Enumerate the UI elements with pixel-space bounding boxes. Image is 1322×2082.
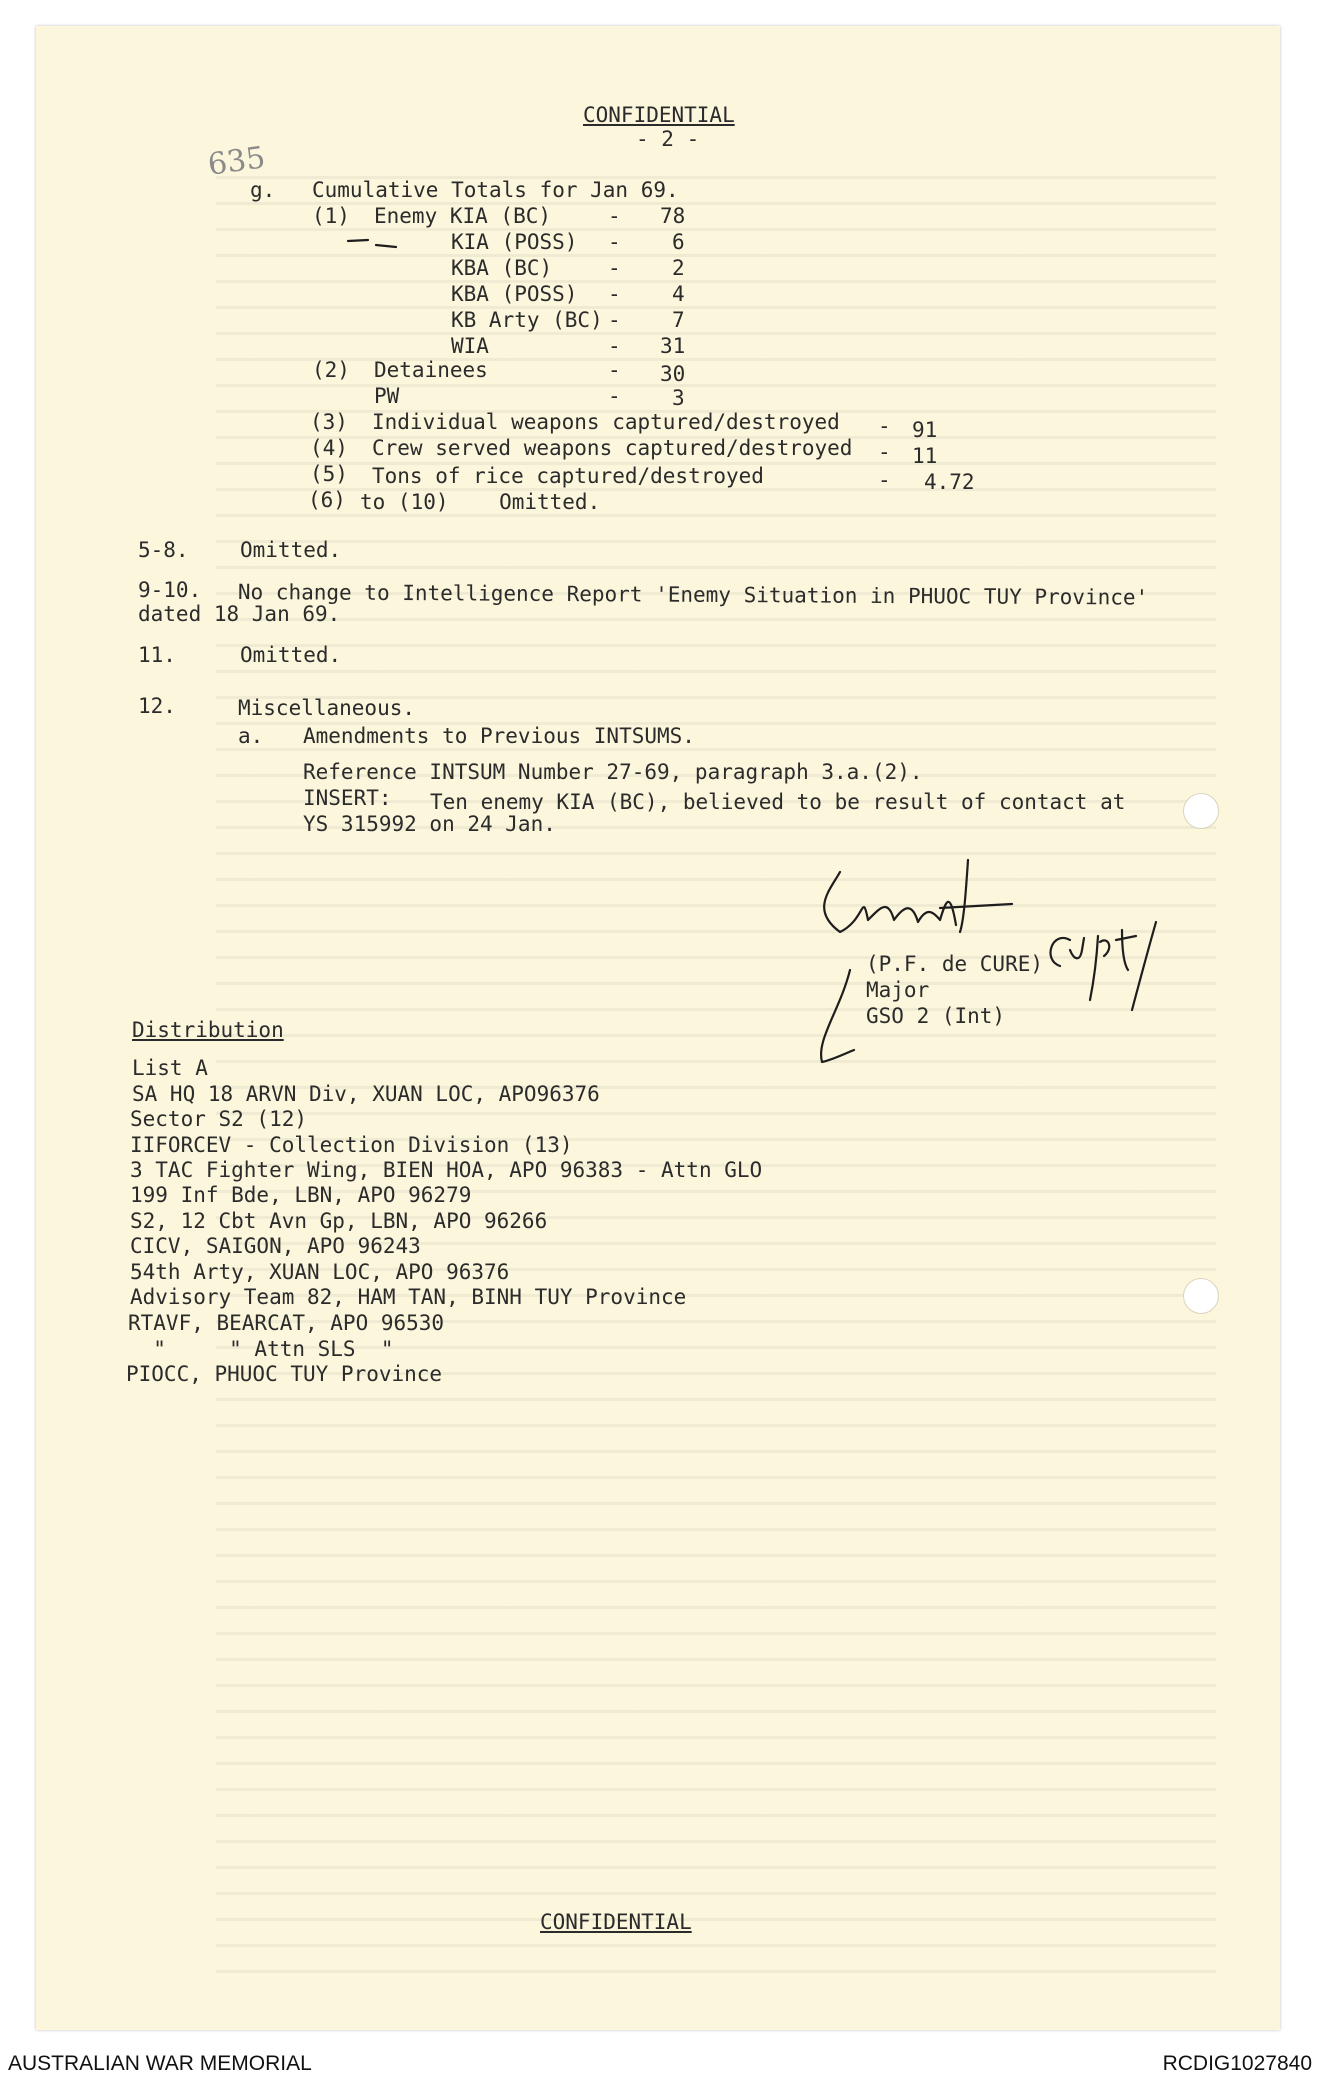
- totals-label: PW: [374, 384, 400, 408]
- archive-reference: RCDIG1027840: [1162, 2052, 1312, 2075]
- sub-para-text: Amendments to Previous INTSUMS.: [303, 724, 695, 748]
- para-number: 5-8.: [138, 538, 189, 562]
- distribution-item: 54th Arty, XUAN LOC, APO 96376: [130, 1260, 510, 1284]
- totals-dash: -: [608, 308, 621, 332]
- sub-para-letter: a.: [238, 724, 264, 748]
- totals-value: 6: [672, 230, 685, 254]
- distribution-item: IIFORCEV - Collection Division (13): [130, 1133, 573, 1157]
- totals-value: 7: [672, 308, 685, 332]
- totals-dash: -: [608, 256, 621, 280]
- distribution-item: RTAVF, BEARCAT, APO 96530: [128, 1311, 445, 1335]
- signatory-appointment: GSO 2 (Int): [866, 1004, 1006, 1028]
- totals-label: KB Arty (BC): [451, 308, 603, 332]
- totals-value: 31: [660, 334, 686, 358]
- para-text: Miscellaneous.: [238, 696, 416, 720]
- para-text: Omitted.: [240, 538, 342, 562]
- margin-page-note: 635: [205, 140, 268, 183]
- totals-label: Detainees: [374, 358, 488, 382]
- totals-num: (4): [310, 436, 348, 460]
- distribution-item: PIOCC, PHUOC TUY Province: [126, 1362, 443, 1386]
- para-text: No change to Intelligence Report 'Enemy Situation in PHUOC TUY Province': [237, 580, 1149, 610]
- totals-value: 91: [912, 418, 938, 442]
- distribution-item: CICV, SAIGON, APO 96243: [130, 1234, 421, 1258]
- archive-credit: AUSTRALIAN WAR MEMORIAL: [8, 2052, 312, 2075]
- totals-num: (5): [310, 462, 348, 486]
- insert-text-continued: YS 315992 on 24 Jan.: [303, 812, 556, 836]
- totals-dash: -: [878, 414, 891, 438]
- totals-num: (2): [312, 358, 350, 382]
- classification-header: CONFIDENTIAL: [583, 103, 735, 127]
- totals-dash: -: [608, 358, 621, 382]
- totals-num: (6): [308, 488, 346, 512]
- distribution-item: S2, 12 Cbt Avn Gp, LBN, APO 96266: [130, 1209, 548, 1233]
- para-text: Omitted.: [240, 643, 342, 667]
- distribution-item: Advisory Team 82, HAM TAN, BINH TUY Province: [130, 1285, 687, 1309]
- totals-label: Enemy KIA (BC): [374, 204, 552, 228]
- totals-label: KIA (POSS): [451, 230, 578, 254]
- totals-num: (3): [310, 410, 348, 434]
- totals-value: 78: [660, 204, 686, 228]
- punch-hole: [1183, 793, 1219, 829]
- totals-num: (1): [312, 204, 350, 228]
- totals-label: WIA: [451, 334, 489, 358]
- totals-dash: -: [878, 440, 891, 464]
- totals-label: KBA (POSS): [451, 282, 578, 306]
- totals-label: Tons of rice captured/destroyed: [372, 464, 764, 488]
- distribution-heading: Distribution: [132, 1018, 284, 1042]
- insert-label: INSERT:: [303, 786, 392, 810]
- totals-label: Individual weapons captured/destroyed: [372, 410, 840, 434]
- distribution-item: List A: [132, 1056, 208, 1080]
- totals-value: 4: [672, 282, 685, 306]
- totals-value: 2: [672, 256, 685, 280]
- insert-text: Ten enemy KIA (BC), believed to be result of contact at: [430, 790, 1126, 814]
- page-number: - 2 -: [636, 127, 700, 151]
- para-number: 11.: [138, 643, 176, 667]
- signatory-name: (P.F. de CURE): [866, 952, 1044, 976]
- totals-value: 4.72: [924, 470, 975, 494]
- totals-dash: -: [608, 334, 621, 358]
- para-letter-g: g.: [250, 178, 276, 202]
- totals-value: 30: [660, 362, 686, 386]
- totals-dash: -: [608, 230, 621, 254]
- para-text-continued: dated 18 Jan 69.: [138, 602, 341, 626]
- totals-label: Crew served weapons captured/destroyed: [372, 436, 853, 460]
- totals-value: 3: [672, 386, 685, 410]
- para-number: 12.: [138, 694, 176, 718]
- totals-dash: -: [608, 282, 621, 306]
- signatory-rank: Major: [866, 978, 930, 1002]
- totals-dash: -: [608, 384, 621, 408]
- totals-title: Cumulative Totals for Jan 69.: [312, 178, 679, 202]
- classification-footer: CONFIDENTIAL: [540, 1910, 692, 1934]
- totals-dash: -: [608, 204, 621, 228]
- totals-value: 11: [912, 444, 938, 468]
- distribution-item: " " Attn SLS ": [128, 1337, 394, 1361]
- distribution-item: 199 Inf Bde, LBN, APO 96279: [130, 1183, 472, 1207]
- reference-line: Reference INTSUM Number 27-69, paragraph 3.a.(2).: [303, 760, 923, 784]
- totals-label: KBA (BC): [451, 256, 553, 280]
- distribution-item: SA HQ 18 ARVN Div, XUAN LOC, APO96376: [132, 1082, 600, 1106]
- punch-hole: [1183, 1278, 1219, 1314]
- distribution-item: Sector S2 (12): [130, 1107, 308, 1131]
- totals-label: to (10) Omitted.: [360, 490, 601, 514]
- distribution-item: 3 TAC Fighter Wing, BIEN HOA, APO 96383 - Attn GLO: [130, 1158, 763, 1182]
- handwritten-tick-icon: [346, 236, 406, 250]
- totals-dash: -: [878, 468, 891, 492]
- para-number: 9-10.: [138, 578, 202, 602]
